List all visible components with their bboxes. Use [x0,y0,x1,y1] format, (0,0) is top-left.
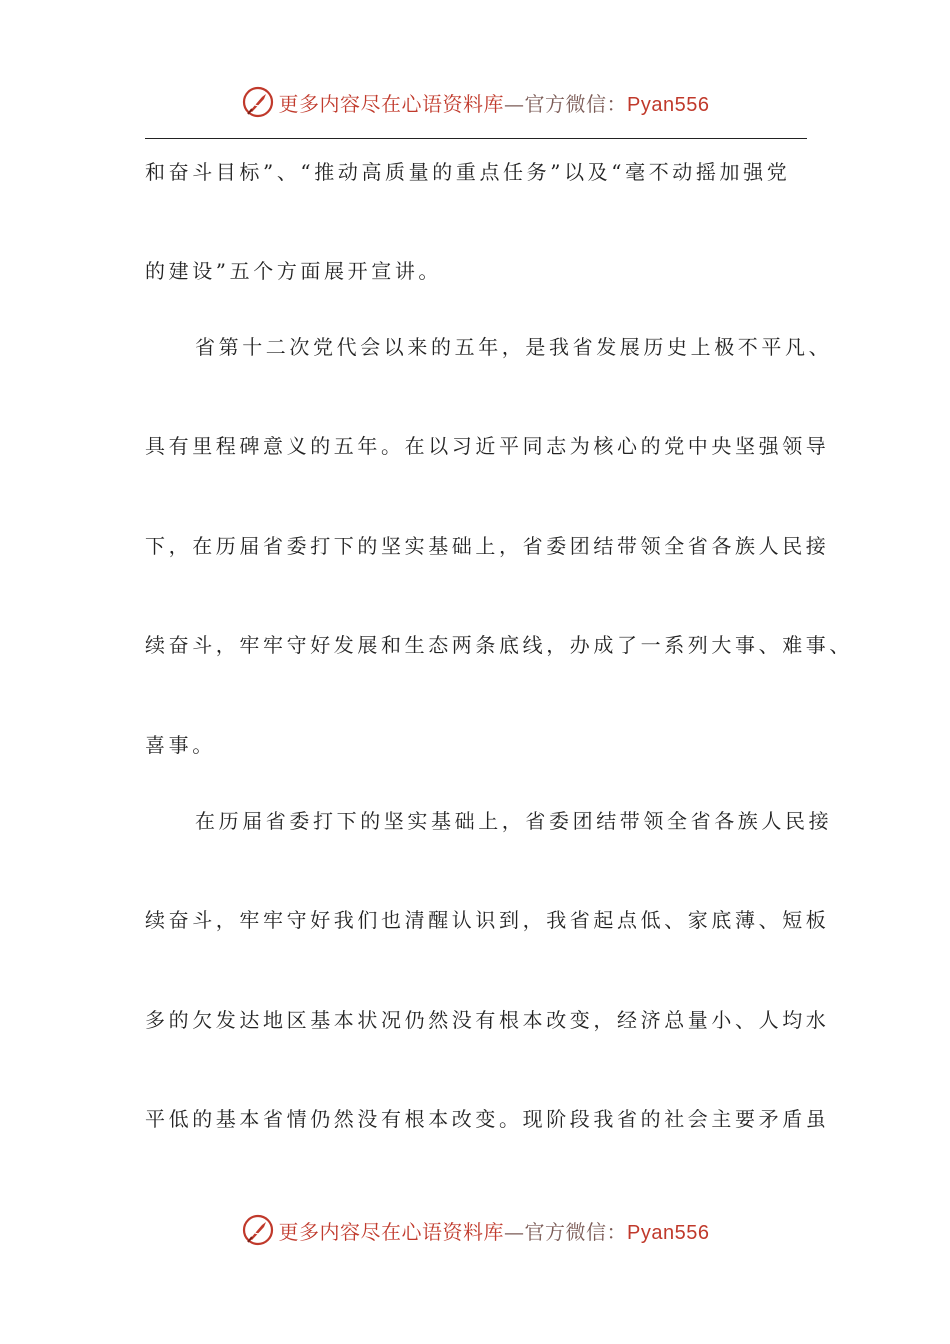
header-divider [145,138,807,139]
header-banner-cn: 更多内容尽在心语资料库 [278,91,505,116]
header-banner-wechat: Pyan556 [627,93,710,116]
header-banner-text [279,88,710,117]
body-line: 在历届省委打下的坚实基础上，省委团结带领全省各族人民接 [195,809,833,833]
footer-banner-dash: —官方微信： [504,1219,628,1244]
footer-banner [0,1210,950,1250]
body-line: 续奋斗，牢牢守好我们也清醒认识到，我省起点低、家底薄、短板 [145,908,830,932]
body-line: 具有里程碑意义的五年。在以习近平同志为核心的党中央坚强领导 [145,434,830,458]
pen-nib-logo-icon [241,1213,275,1247]
header-banner-dash: —官方微信： [504,91,628,116]
footer-banner-wechat: Pyan556 [627,1221,710,1244]
body-line: 和奋斗目标”、“推动高质量的重点任务”以及“毫不动摇加强党 [145,160,791,184]
body-line: 省第十二次党代会以来的五年，是我省发展历史上极不平凡、 [195,335,833,359]
body-line: 下，在历届省委打下的坚实基础上，省委团结带领全省各族人民接 [145,534,830,558]
pen-nib-logo-icon [241,85,275,119]
body-line: 的建设”五个方面展开宣讲。 [145,259,443,283]
footer-banner-cn: 更多内容尽在心语资料库 [278,1219,505,1244]
body-line: 喜事。 [145,733,216,757]
body-line: 平低的基本省情仍然没有根本改变。现阶段我省的社会主要矛盾虽 [145,1107,830,1131]
footer-banner-text [279,1216,710,1245]
body-line: 续奋斗，牢牢守好发展和生态两条底线，办成了一系列大事、难事、 [145,633,853,657]
body-line: 多的欠发达地区基本状况仍然没有根本改变，经济总量小、人均水 [145,1008,830,1032]
header-banner [0,82,950,122]
